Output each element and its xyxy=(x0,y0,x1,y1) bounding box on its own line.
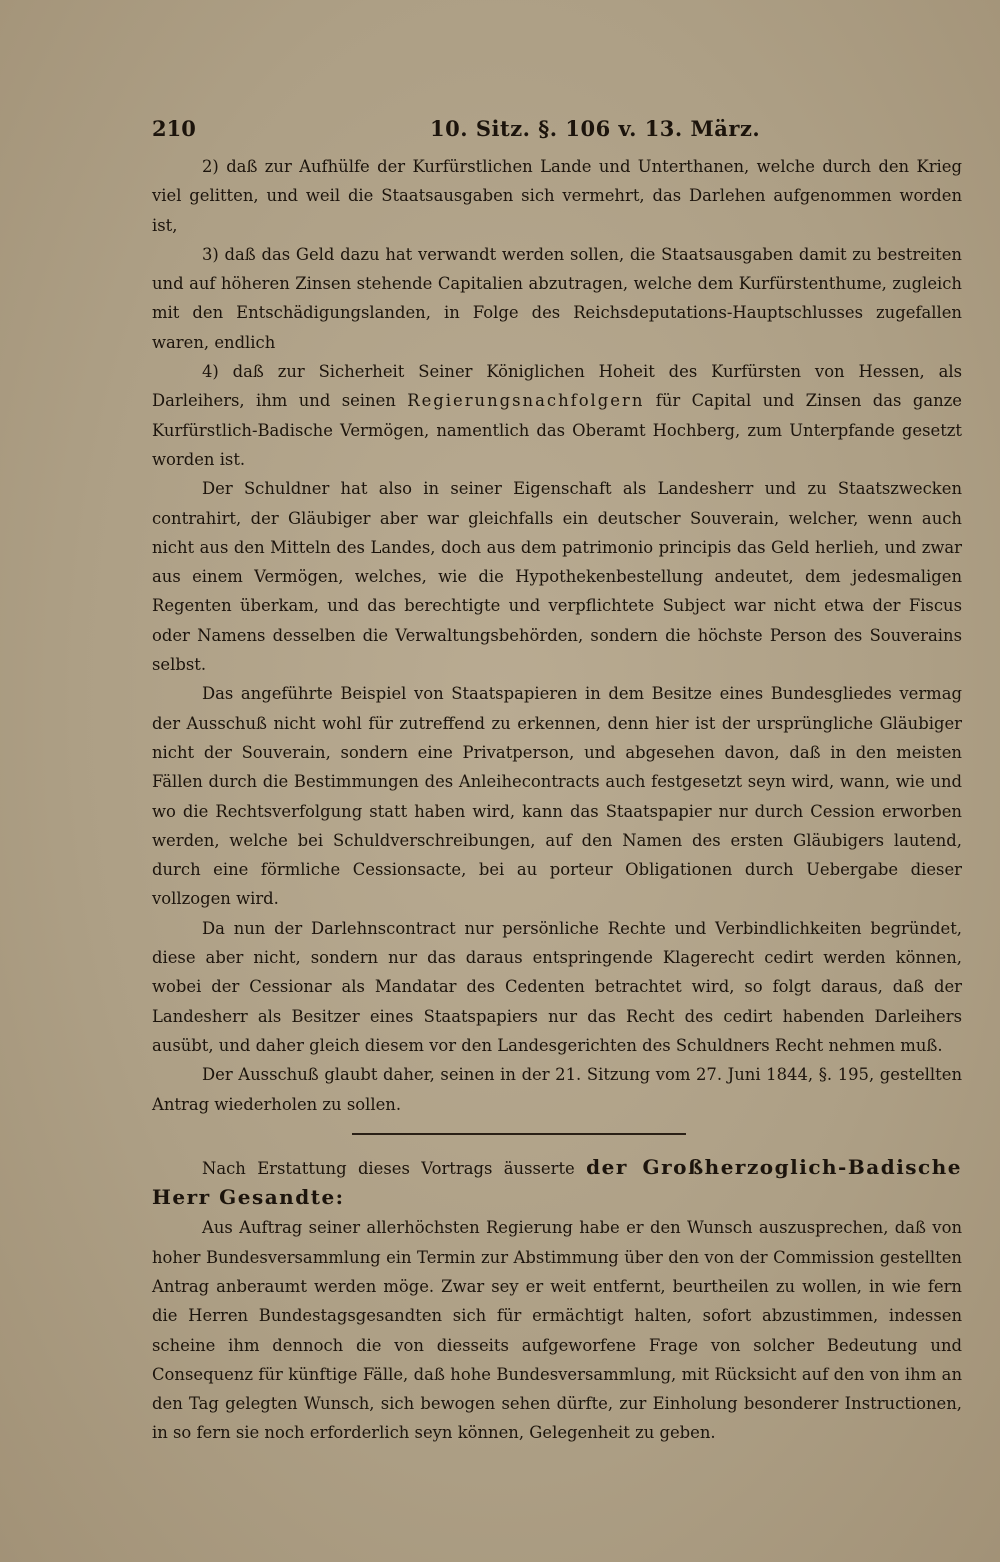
paragraph-item-2: 2) daß zur Aufhülfe der Kurfürstlichen Lande und Unterthanen, welche durch den Krieg viel gelitten, und weil die Staatsausgaben sich vermehrt, das Darlehen aufgenommen worden ist, xyxy=(152,157,962,235)
paragraph-darlehnscontract: Da nun der Darlehnscontract nur persönliche Rechte und Verbindlichkeiten begründet, diese aber nicht, sondern nur das daraus entspringende Klagerecht cedirt werden können, wobei der Cessionar als Mandatar des Cedenten betrachtet wird, so folgt daraus, daß der Landesherr als Besitzer eines Staatspapiers nur das Recht des cedirt habenden Darleihers ausübt, und daher gleich diesem vor den Landesgerichten des Schuldners Recht nehmen muß. xyxy=(152,918,962,1055)
paragraph-antrag: Der Ausschuß glaubt daher, seinen in der 21. Sitzung vom 27. Juni 1844, §. 195, gestellten Antrag wiederholen zu sollen. xyxy=(152,1065,962,1114)
paragraph-beispiel: Das angeführte Beispiel von Staatspapieren in dem Besitze eines Bundesgliedes vermag der Ausschuß nicht wohl für zutreffend zu erkennen, denn hier ist der ursprüngliche Gläubiger nicht der Souverain, sondern eine Privatperson, und abgesehen davon, daß in den meisten Fällen durch die Bestimmungen des Anleihecontracts auch festgesetzt seyn wird, wann, wie und wo die Rechtsverfolgung statt haben wird, kann das Staatspapier nur durch Cession erworben werden, welche bei Schuldverschreibungen, auf den Namen des ersten Gläubigers lautend, durch eine förmliche Cessionsacte, bei au porteur Obligationen durch Uebergabe dieser vollzogen wird. xyxy=(152,684,962,909)
paragraph-item-3: 3) daß das Geld dazu hat verwandt werden sollen, die Staatsausgaben damit zu bestreiten und auf höheren Zinsen stehende Capitalien abzutragen, welche dem Kurfürstenthume, zugleich mit den Entschädigungslanden, in Folge des Reichsdeputations-Hauptschlusses zugefallen waren, endlich xyxy=(152,244,962,352)
body-text xyxy=(152,152,962,1448)
paragraph-item-4 xyxy=(152,357,962,474)
page-header xyxy=(152,116,962,152)
section-divider xyxy=(352,1133,686,1135)
page-number: 210 xyxy=(152,116,196,141)
item-4-text-start: 4) daß zur Sicherheit Seiner Königlichen Hoheit des Kurfürsten von Hessen, als Darleihers, ihm und seinen xyxy=(152,362,962,411)
item-4-text-end: für Capital und Zinsen das ganze Kurfürstlich-Badische Vermögen, namentlich das Oberamt Hochberg, zum Unterpfande gesetzt worden ist. xyxy=(152,391,962,469)
paragraph-speaker-intro xyxy=(152,1153,962,1214)
paragraph-schuldner: Der Schuldner hat also in seiner Eigenschaft als Landesherr und zu Staatszwecken contrahirt, der Gläubiger aber war gleichfalls ein deutscher Souverain, welcher, wenn auch nicht aus den Mitteln des Landes, doch aus dem patrimonio principis das Geld herlieh, und zwar aus einem Vermögen, welches, wie die Hypothekenbestellung andeutet, dem jedesmaligen Regenten überkam, und das berechtigte und verpflichtete Subject war nicht etwa der Fiscus oder Namens desselben die Verwaltungsbehörden, sondern die höchste Person des Souverains selbst. xyxy=(152,479,962,675)
item-4-spaced-word: Regierungsnachfolgern xyxy=(407,391,645,411)
running-head: 10. Sitz. §. 106 v. 13. März. xyxy=(430,116,761,141)
speaker-name: der Großherzoglich-Badische Herr Gesandte: xyxy=(152,1154,962,1210)
paragraph-speech: Aus Auftrag seiner allerhöchsten Regierung habe er den Wunsch auszusprechen, daß von hoher Bundesversammlung ein Termin zur Abstimmung über den von der Commission gestellten Antrag anberaumt werden möge. Zwar sey er weit entfernt, beurtheilen zu wollen, in wie fern die Herren Bundestagsgesandten sich für ermächtigt halten, sofort abzustimmen, indessen scheine ihm dennoch die von diesseits aufgeworfene Frage von solcher Bedeutung und Consequenz für künftige Fälle, daß hohe Bundesversammlung, mit Rücksicht auf den von ihm an den Tag gelegten Wunsch, sich bewogen sehen dürfte, zur Einholung besonderer Instructionen, in so fern sie noch erforderlich seyn können, Gelegenheit zu geben. xyxy=(152,1218,962,1443)
speaker-intro-text: Nach Erstattung dieses Vortrags äusserte xyxy=(202,1158,587,1178)
